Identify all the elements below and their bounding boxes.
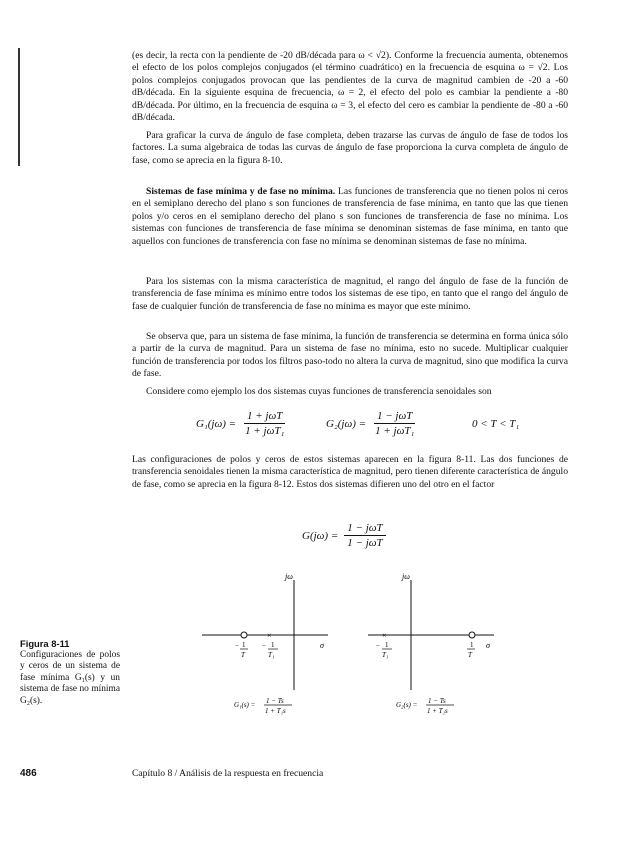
eq1-den: 1 + jωT₁	[245, 425, 285, 437]
paragraph-6: Considere como ejemplo los dos sistemas cuyas funciones de transferencia senoidales son	[146, 386, 492, 397]
right-imag-label: jω	[402, 572, 410, 581]
revision-bar	[18, 48, 20, 166]
left-tf-den: 1 + T₁s	[265, 707, 286, 715]
left-tick-a-den: T	[241, 651, 245, 659]
figure-caption	[20, 638, 120, 708]
left-tick-b-den: T₁	[268, 651, 275, 659]
left-sign-b: −	[262, 642, 266, 650]
paragraph-5: Se observa que, para un sistema de fase mínima, la función de transferencia se determina en forma única sólo a partir de la curva de magnitud. Para un sistema de fase no mínima, esto no sucede. Multiplicar cualquier función de transferencia por todos los filtros paso-todo no altera la curva de magnitud, sino que modifica la curva de fase.	[132, 331, 568, 380]
right-tf-den: 1 + T₁s	[427, 707, 448, 715]
eq2-num: 1 − jωT	[374, 410, 415, 424]
right-tf-num: 1 − Ts	[428, 697, 446, 705]
pole-zero-figure	[196, 566, 498, 726]
eq2-lhs: G₂(jω) =	[326, 417, 367, 430]
right-real-label: σ	[486, 641, 490, 650]
equation-g	[302, 522, 389, 549]
equation-g1	[196, 410, 290, 437]
right-tick-b-den: T	[468, 651, 472, 659]
left-real-label: σ	[320, 641, 324, 650]
paragraph-1: (es decir, la recta con la pendiente de -20 dB/década para ω < √2). Conforme la frecuencia aumenta, obtenemos el efecto de los polos complejos conjugados (el término cuadrático) en la frecuencia de esquina ω = √2. Los polos complejos conjugados provocan que las pendientes de la curva de magnitud cambien de -20 a -60 dB/década. En la siguiente esquina de frecuencia, ω = 2, el efecto del polo es cambiar la pendiente a -80 dB/década. Por último, en la frecuencia de esquina ω = 3, el efecto del cero es cambiar la pendiente de -80 a -60 dB/década.	[132, 50, 568, 124]
right-tick-b-num: 1	[470, 641, 474, 649]
figure-caption-title: Figura 8-11	[20, 638, 70, 649]
right-tick-a-den: T₁	[382, 651, 389, 659]
equation-condition: 0 < T < T₁	[472, 418, 520, 430]
right-sign-a: −	[376, 642, 380, 650]
eq2-den: 1 + jωT₁	[375, 425, 415, 437]
running-head: Capítulo 8 / Análisis de la respuesta en frecuencia	[132, 768, 324, 779]
section-heading: Sistemas de fase mínima y de fase no mínima.	[146, 186, 336, 197]
left-tick-a-num: 1	[242, 641, 246, 649]
eq3-lhs: G(jω) =	[302, 529, 339, 542]
paragraph-3-body: Las funciones de transferencia que no tienen polos ni ceros en el semiplano derecho del plano s son funciones de transferencia de fase mínima, en tanto que las que tienen polos y/o ceros en el semiplano derecho del plano s son funciones de transferencia de fase no mínima. Los sistemas con funciones de transferencia de fase mínima se denominan sistemas de fase mínima, en tanto que aquellos con funciones de transferencia con fase no mínima se denominan sistemas de fase no mínima.	[132, 186, 568, 247]
left-tick-b-num: 1	[271, 641, 275, 649]
left-sign-a: −	[235, 642, 239, 650]
left-zero-marker	[241, 632, 247, 638]
left-pole-zero-plot	[202, 572, 328, 715]
left-imag-label: jω	[285, 572, 293, 581]
paragraph-4: Para los sistemas con la misma característica de magnitud, el rango del ángulo de fase de la función de transferencia de fase mínima es mínimo entre todos los sistemas de ese tipo, en tanto que el rango del ángulo de fase de cualquier función de transferencia de fase no mínima es mayor que este mínimo.	[132, 276, 568, 312]
paragraph-3	[132, 186, 568, 248]
eq3-num: 1 − jωT	[344, 522, 385, 536]
paragraph-7: Las configuraciones de polos y ceros de estos sistemas aparecen en la figura 8-11. Las dos funciones de transferencia senoidales tienen la misma característica de magnitud, pero tienen diferente característica de ángulo de fase, como se aprecia en la figura 8-12. Estos dos sistemas difieren uno del otro en el factor	[132, 454, 568, 490]
page-number: 486	[20, 768, 37, 779]
left-tf-lhs: G₁(s) =	[234, 701, 256, 709]
right-pole-marker: ×	[382, 631, 387, 640]
paragraph-2: Para graficar la curva de ángulo de fase completa, deben trazarse las curvas de ángulo de fase de todos los factores. La suma algebraica de todas las curvas de ángulo de fase proporciona la curva completa de ángulo de fase, como se aprecia en la figura 8-10.	[132, 130, 568, 166]
left-pole-marker: ×	[267, 631, 272, 640]
eq1-num: 1 + jωT	[244, 410, 285, 424]
equation-g2	[326, 410, 420, 437]
right-zero-marker	[469, 632, 475, 638]
right-pole-zero-plot	[368, 572, 494, 715]
right-tick-a-num: 1	[385, 641, 389, 649]
right-tf-lhs: G₂(s) =	[396, 701, 418, 709]
eq1-lhs: G₁(jω) =	[196, 417, 237, 430]
eq3-den: 1 − jωT	[347, 537, 383, 549]
left-tf-num: 1 − Ts	[266, 697, 284, 705]
figure-caption-text: Configuraciones de polos y ceros de un sistema de fase mínima G₁(s) y un sistema de fase no mínima G₂(s).	[20, 649, 120, 706]
